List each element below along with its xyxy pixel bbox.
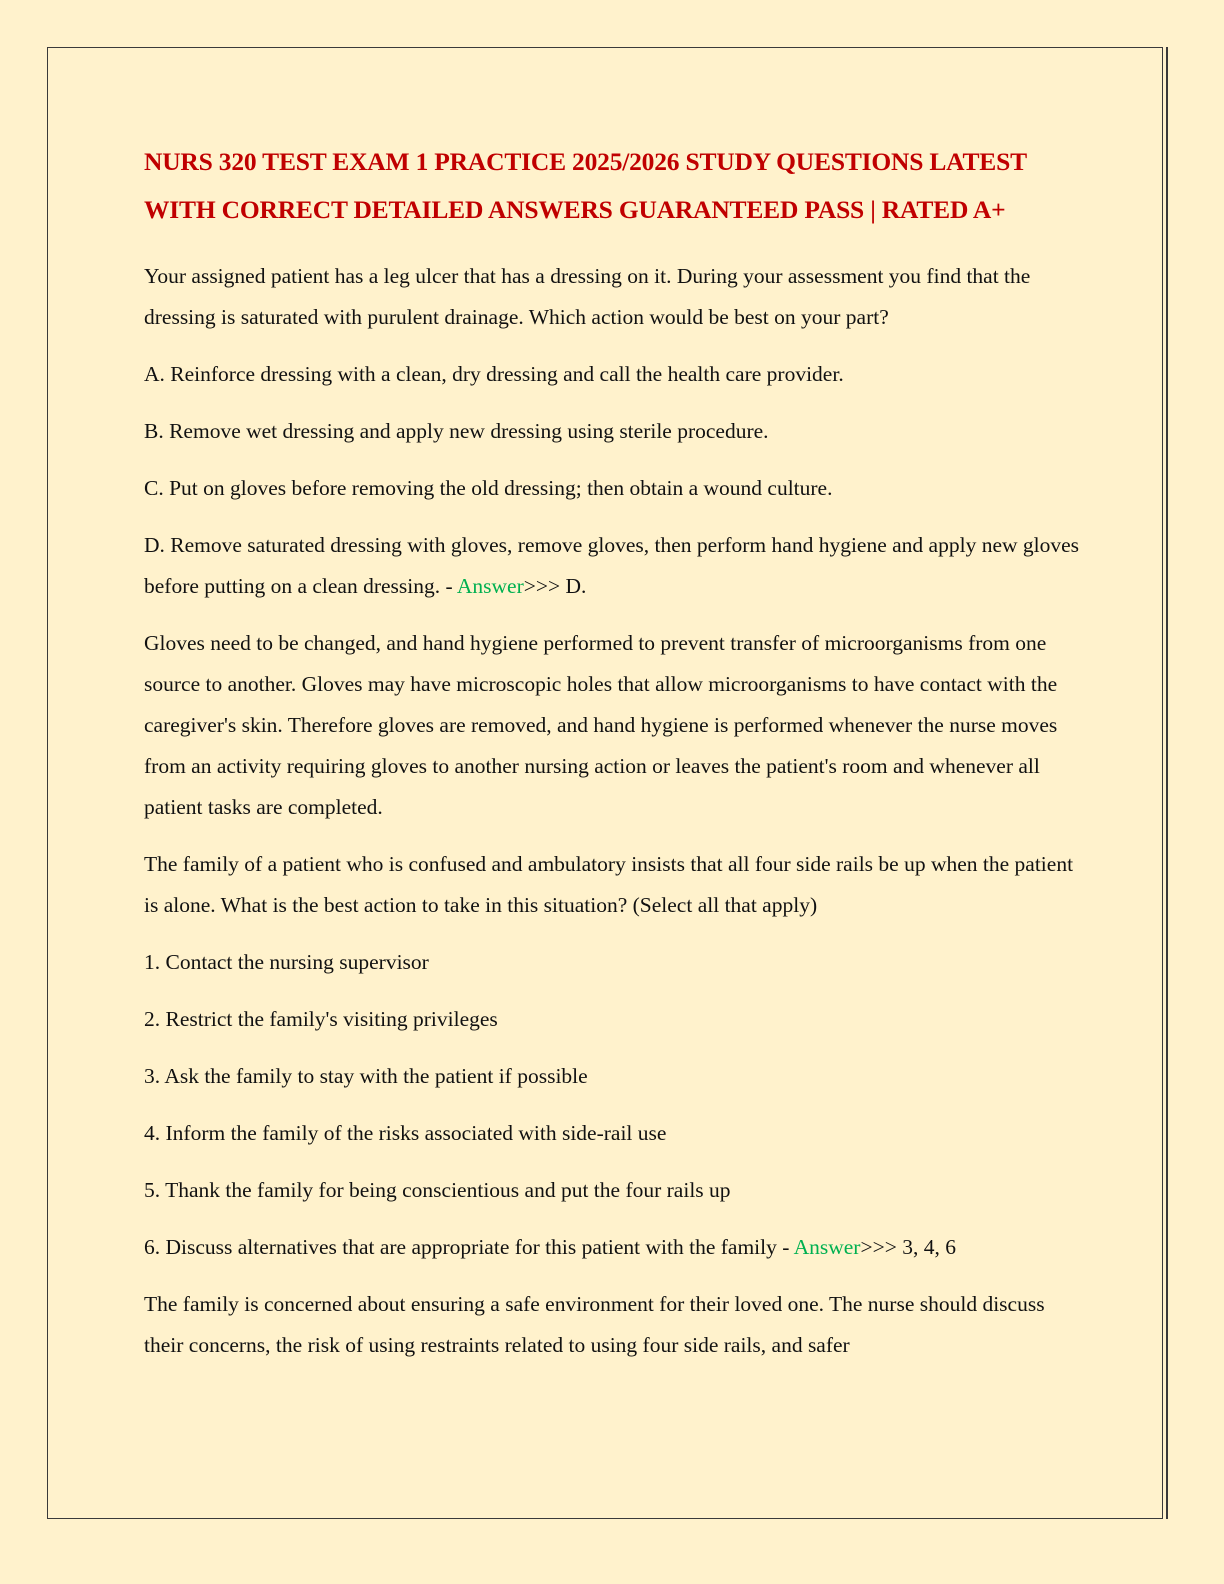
question-2-option-4: 4. Inform the family of the risks associated with side-rail use: [144, 1121, 667, 1145]
document-title: NURS 320 TEST EXAM 1 PRACTICE 2025/2026 STUDY QUESTIONS LATEST WITH CORRECT DETAILED ANSWERS GUARANTEED PASS | RATED A+: [144, 147, 1027, 224]
answer-label: Answer: [456, 574, 524, 598]
question-1-option-a: A. Reinforce dressing with a clean, dry dressing and call the health care provider.: [144, 362, 844, 386]
question-2-rationale: The family is concerned about ensuring a safe environment for their loved one. The nurse should discuss their concerns, the risk of using restraints related to using four side rails, and safer: [144, 1292, 1045, 1357]
question-1-option-b: B. Remove wet dressing and apply new dressing using sterile procedure.: [144, 419, 769, 443]
question-2-option-6-text: 6. Discuss alternatives that are appropriate for this patient with the family -: [144, 1235, 794, 1259]
question-2-option-1: 1. Contact the nursing supervisor: [144, 950, 429, 974]
question-1-option-d-text: D. Remove saturated dressing with gloves, remove gloves, then perform hand hygiene and apply new gloves before putting on a clean dressing. -: [144, 533, 1080, 598]
document-body: [144, 138, 1084, 1382]
question-2-option-5: 5. Thank the family for being conscientious and put the four rails up: [144, 1178, 731, 1202]
question-1-option-c: C. Put on gloves before removing the old dressing; then obtain a wound culture.: [144, 476, 833, 500]
answer-label: Answer: [793, 1235, 861, 1259]
question-1-option-d: [144, 525, 1084, 607]
question-2-option-6: [144, 1227, 1084, 1268]
question-1-stem: Your assigned patient has a leg ulcer that has a dressing on it. During your assessment you find that the dressing is saturated with purulent drainage. Which action would be best on your part?: [144, 264, 1031, 329]
page-border-right-rule: [1166, 47, 1168, 1519]
answer-value: >>> D.: [523, 574, 587, 598]
answer-value: >>> 3, 4, 6: [860, 1235, 956, 1259]
question-2-stem: The family of a patient who is confused and ambulatory insists that all four side rails be up when the patient is alone. What is the best action to take in this situation? (Select all that apply): [144, 852, 1074, 917]
question-2-option-3: 3. Ask the family to stay with the patient if possible: [144, 1064, 588, 1088]
question-2-option-2: 2. Restrict the family's visiting privileges: [144, 1007, 498, 1031]
question-1-rationale: Gloves need to be changed, and hand hygiene performed to prevent transfer of microorganisms from one source to another. Gloves may have microscopic holes that allow microorganisms to have contact with the caregiver's skin. Therefore gloves are removed, and hand hygiene is performed whenever the nurse moves from an activity requiring gloves to another nursing action or leaves the patient's room and whenever all patient tasks are completed.: [144, 631, 1058, 819]
